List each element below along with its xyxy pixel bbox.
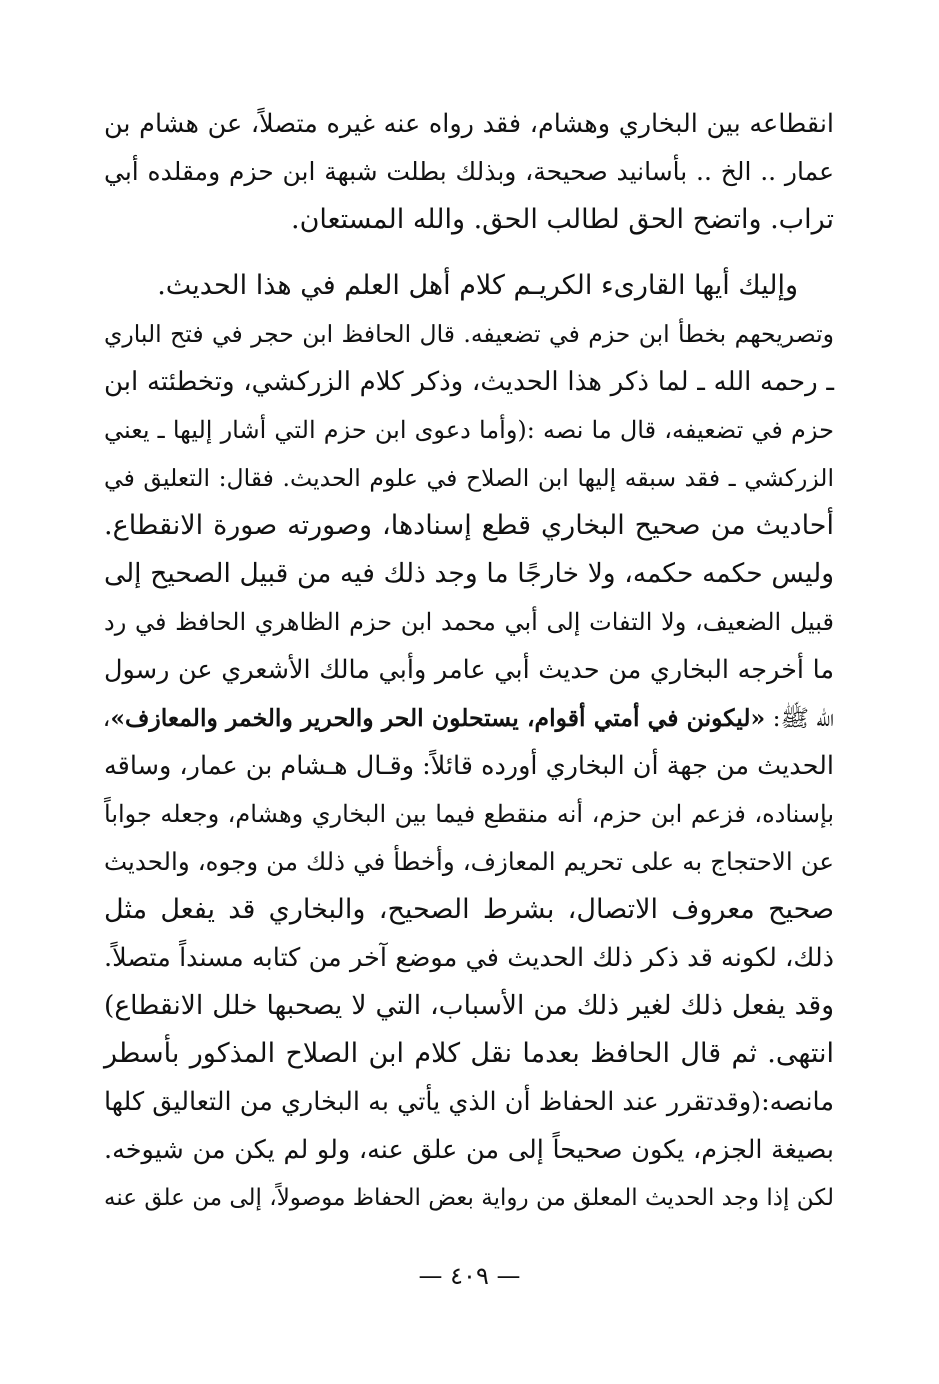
text-line: حزم في تضعيفه، قال ما نصه :(وأما دعوى ابن حزم التي أشار إليها ـ يعني <box>104 416 834 444</box>
text-line: وقد يفعل ذلك لغير ذلك من الأسباب، التي لا يصحبها خلل الانقطاع) <box>104 990 834 1021</box>
text-line: قبيل الضعيف، ولا التفات إلى أبي محمد ابن حزم الظاهري الحافظ في رد <box>104 608 834 636</box>
text-line: انقطاعه بين البخاري وهشام، فقد رواه عنه غيره متصلاً، عن هشام بن <box>104 109 834 139</box>
text-line: ما أخرجه البخاري من حديث أبي عامر وأبي مالك الأشعري عن رسول <box>104 655 834 685</box>
page-number: — ٤٠٩ — <box>418 1262 521 1290</box>
text-line: بإسناده، فزعم ابن حزم، أنه منقطع فيما بين البخاري وهشام، وجعله جواباً <box>104 800 834 828</box>
text-line: مانصه:(وقدتقرر عند الحفاظ أن الذي يأتي به البخاري من التعاليق كلها <box>104 1087 834 1117</box>
paragraph-1 <box>104 100 834 244</box>
text-line: الحديث من جهة أن البخاري أورده قائلاً: وقـال هـشام بن عمار، وساقه <box>104 751 834 781</box>
hadith-suffix: ، <box>102 704 111 732</box>
text-line: أحاديث من صحيح البخاري قطع إسنادها، وصورته صورة الانقطاع. <box>104 510 834 541</box>
text-line: عمار .. الخ .. بأسانيد صحيحة، وبذلك بطلت شبهة ابن حزم ومقلده أبي <box>104 157 834 186</box>
text-line: لكن إذا وجد الحديث المعلق من رواية بعض الحفاظ موصولاً، إلى من علق عنه <box>104 1185 834 1211</box>
hadith-quote: «ليكونن في أمتي أقوام، يستحلون الحر والحرير والخمر والمعازف» <box>110 704 766 732</box>
text-line: ذلك، لكونه قد ذكر ذلك الحديث في موضع آخر من كتابه مسنداً متصلاً. <box>104 943 834 973</box>
hadith-prefix: الله ﷺ: <box>765 704 834 732</box>
text-line: الزركشي ـ فقد سبقه إليها ابن الصلاح في علوم الحديث. فقال: التعليق في <box>104 464 834 492</box>
text-line: عن الاحتجاج به على تحريم المعازف، وأخطأ في ذلك من وجوه، والحديث <box>104 847 834 876</box>
text-line: ـ رحمه الله ـ لما ذكر هذا الحديث، وذكر كلام الزركشي، وتخطئته ابن <box>104 367 834 397</box>
text-line: وإليك أيها القارىء الكريـم كلام أهل العلم في هذا الحديث. <box>157 270 798 301</box>
text-line: وتصريحهم بخطأ ابن حزم في تضعيفه. قال الحافظ ابن حجر في فتح الباري <box>104 320 834 348</box>
text-line: بصيغة الجزم، يكون صحيحاً إلى من علق عنه، ولو لم يكن من شيوخه. <box>104 1135 834 1165</box>
text-line: تراب. واتضح الحق لطالب الحق. والله المستعان. <box>291 204 834 235</box>
text-line: صحيح معروف الاتصال، بشرط الصحيح، والبخاري قد يفعل مثل <box>104 894 834 925</box>
text-line: انتهى. ثم قال الحافظ بعدما نقل كلام ابن الصلاح المذكور بأسطر <box>104 1038 834 1069</box>
text-line: وليس حكمه حكمه، ولا خارجًا ما وجد ذلك فيه من قبيل الصحيح إلى <box>104 558 834 589</box>
hadith-line <box>104 694 834 742</box>
paragraph-2 <box>104 262 834 1222</box>
